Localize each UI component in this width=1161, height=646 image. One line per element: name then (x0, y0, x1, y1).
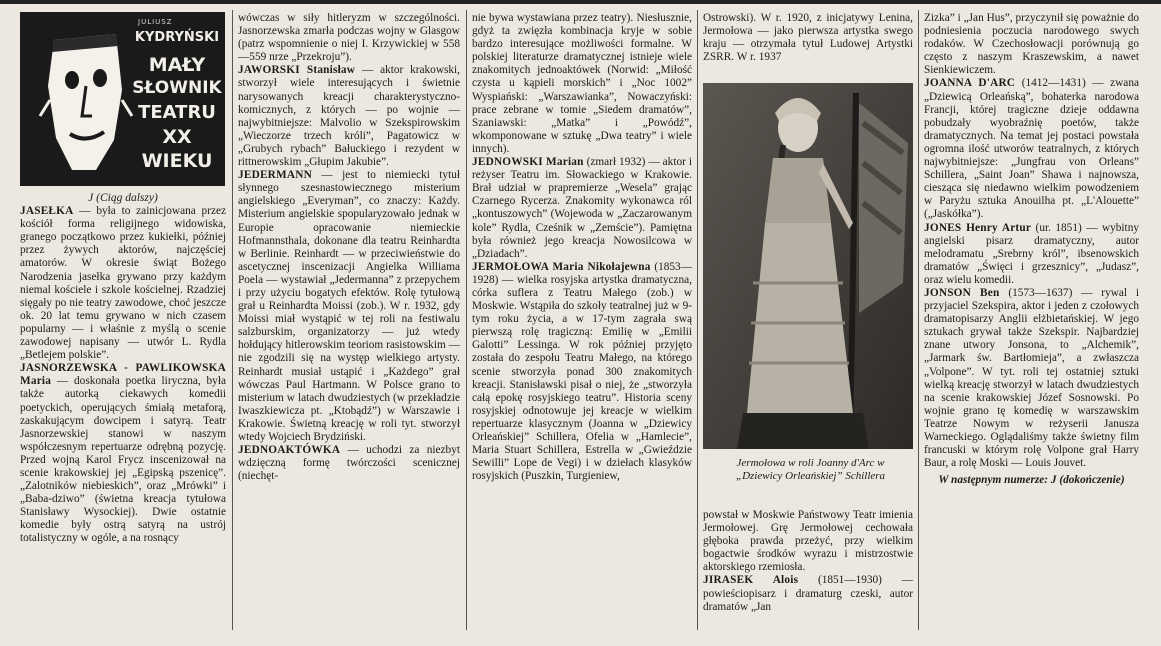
entry (238, 64, 460, 169)
entry-text: (1573—1637) — rywal i przyjaciel Szekspira, aktor i jeden z czołowych dramatopisarzy Anglii elżbietańskiej. W jego sztukach grywał także Szekspir. Najbardziej znane utwory Jonsona, to „Alchemik”, „Jarmark św. Bartłomieja”, a zwłaszcza „Volpone”. W tyt. roli tej ostatniej sztuki wielką kreację stworzył w latach dwudziestych na scenie krakowskiej Józef Sosnowski. Po wojnie grano tę komedię w warszawskim Teatrze Nowym w reżyserii Janusza Warneckiego. Oglądaliśmy także świetny film francuski w którym rolę Volpone grał Harry Baur, a rolę Moski — Louis Jouvet. (924, 286, 1139, 470)
photo-caption: Jermołowa w roli Joanny d'Arc w „Dziewicy Orleańskiej” Schillera (735, 457, 886, 482)
entry (238, 444, 460, 483)
logo-title-line: MAŁY (148, 54, 206, 76)
entry-text: — doskonała poetka liryczna, była także autorką ciekawych komedii poetyckich, operujących śmiałą metaforą, zaskakującym dowcipem i satyrą. Teatr Jasnorzewskiej stanowi w naszym współczesnym repertuarze odrębną pozycję. Przed wojną Karol Frycz inscenizował na scenie krakowskiej jej „Egipską pszenicę”. „Zalotników niebieskich”, oraz „Mrówki” i „Baba-dziwo” (świetna kreacja tytułowa Stanisławy Wysockiej). Dwie ostatnie komedie były ostrą satyrą na ustrój totalistyczny w ogóle, a na rosnący (20, 375, 226, 545)
logo-author: JULIUSZ (138, 18, 173, 26)
entry-headword: JEDNOWSKI Marian (472, 156, 584, 169)
text-column-2 (238, 12, 460, 632)
entry-headword: JERMOŁOWA Maria Nikołajewna (472, 260, 651, 273)
entry-text: — uchodzi za niezbyt wdzięczną formę twórczości scenicznej (niechęt- (238, 444, 460, 483)
jermolowa-portrait-image (703, 83, 913, 449)
entry-text: (zmarł 1932) — aktor i reżyser Teatru im. Słowackiego w Krakowie. Brał udział w prapremierze „Wesela” grając Czarnego Rycerza. Znakomity wykonawca ról „kontuszowych” (Wojewoda w „Zaczarowanym kole” Rydla, Cześnik w „Zemście”). Pamiętna była również jego kreacja Nowosilcowa w „Dziadach”. (472, 156, 692, 260)
entry (924, 77, 1139, 221)
entry-continuation: nie bywa wystawiana przez teatry). Niesłusznie, gdyż ta zwięzła kombinacja kryje w sobie bardzo interesujące możliwości formalne. W polskiej literaturze dramatycznej istnieje wiele znakomitych jednoaktówek (Norwid: „Miłość czysta u kąpieli morskich” i „Noc 1002” Wyspiański: „Warszawianka”, Nowaczyński: prace zebrane w tomie „Siedem dramatów”, Szaniawski: „Matka” i „Powódź”, wkomponowane w sztukę „Dwa teatry” i wiele innych). (472, 12, 692, 155)
continuation-heading: J (Ciąg dalszy) (88, 192, 158, 204)
entry-headword: JOANNA D'ARC (924, 77, 1016, 90)
entry-headword: JAWORSKI Stanisław (238, 64, 356, 77)
column-divider (697, 10, 698, 630)
entry-text: (1853—1928) — wielka rosyjska artystka dramatyczna, córka suflera z Teatru Małego (zob.) w Moskwie. Wstąpiła do szkoły teatralnej już w 9-tym roku życia, a w 17-tym zagrała swą pierwszą rolę tragiczną: Emilię w „Emilii Galotti” Lessinga. W rok później przyjęto została do zespołu Teatru Małego, na którego scenie stworzyła ponad 300 znakomitych kreacji. Stanisławski pisał o niej, że „stworzyła całą epokę rosyjskiego teatru”. Historia sceny rosyjskiej odnotowuje jej kreacje w wielkim repertuarze klasycznym (Joanna w „Dziewicy Orleańskiej” Schillera, Ofelia w „Hamlecie”, Maria Stuart Schillera, Estrella w „Gwieździe Sewilli” Lope de Vegi) i w dziełach klasyków rosyjskich (Puszkin, Turgieniew, (472, 260, 692, 483)
entry-headword: JONES Henry Artur (924, 221, 1032, 234)
entry-headword: JEDERMANN (238, 169, 312, 182)
entry (924, 222, 1139, 287)
logo-author-surname: KYDRYŃSKI (134, 30, 220, 45)
entry-continuation: powstał w Moskwie Państwowy Teatr imienia Jermołowej. Grę Jermołowej cechowała głęboka prawda przeżyć, przy wielkim bogactwie środków wyrazu i mistrzostwie aktorskiego rzemiosła. (703, 509, 913, 574)
entry-headword: JASEŁKA (20, 205, 74, 218)
entry-headword: JEDNOAKTÓWKA (238, 444, 341, 457)
column-divider (232, 10, 233, 630)
entry-continuation: wówczas w siły hitleryzm w szczególności. Jasnorzewska zmarła podczas wojny w Glasgow (patrz wspomnienie o niej I. Krzywickiej w 558—559 nrze „Przekroju”). (238, 12, 460, 64)
next-issue-note: W następnym numerze: J (dokończenie) (938, 474, 1125, 487)
entry-headword: JONSON Ben (924, 286, 1000, 299)
actress-photo (703, 83, 913, 449)
entry-text: (ur. 1851) — wybitny angielski pisarz dramatyczny, autor melodramatu „Srebrny król”, ibsenowskich dramatów „Święci i grzesznicy”, „Judasz”, oraz wielu komedii. (924, 221, 1139, 286)
entry (20, 362, 226, 545)
entry-headword: JIRASEK Alois (703, 574, 799, 587)
entry (703, 574, 913, 613)
entry-continuation: Zizka” i „Jan Hus”, przyczynił się poważnie do podniesienia poczucia narodowego swych rodaków. W Czechosłowacji porównują go często z naszym Kraszewskim, a nawet Sienkiewiczem. (924, 12, 1139, 77)
logo-title-line: TEATRU (138, 102, 216, 123)
entry (472, 261, 692, 484)
entry-text: — była to zainicjowana przez kościół forma religijnego widowiska, granego początkowo przez kukiełki, później przez żywych aktorów, najczęściej amatorów. W okresie świąt Bożego Narodzenia jasełka grywano przy każdym niemal kościele i szkole kościelnej. Rzadziej sięgały po nie teatry zawodowe, choć jeszcze ok. 20 lat temu grywano w nich czasem popularny — i właśnie z myślą o scenie zawodowej napisany — utwór L. Rydla „Betlejem polskie”. (20, 205, 226, 362)
text-column-4-bottom (703, 509, 913, 633)
text-column-5 (924, 12, 1139, 632)
text-column-1 (20, 192, 226, 632)
text-column-3 (472, 12, 692, 632)
entry (472, 156, 692, 261)
text-column-4-top (703, 12, 913, 82)
entry (238, 169, 460, 444)
logo-title-line: WIEKU (141, 150, 213, 172)
entry-text: (1851—1930) — powieściopisarz i dramaturg czeski, autor dramatów „Jan (703, 574, 913, 613)
entry-text: — jest to niemiecki tytuł słynnego szesnastowiecznego misterium angielskiego „Everyman”, co znaczy: Każdy. Misterium angielskie spopularyzowało jednak w Europie opracowanie niemieckie Hofmannsthala, dokonane dla teatru Reinhardta w Berlinie. Reinhardt — w przeciwieństwie do ascetycznej inscenizacji Angielka Williama Poela — wystawiał „Jedermanna” z przepychem i przy użyciu bogatych efektów. Rolę tytułową grał u Reinhardta Moissi (zob.). W r. 1932, gdy Moissi miał wystąpić w tej roli na festiwalu salzburskim, organizatorzy — już wtedy hołdujący hitlerowskim teoriom rasistowskim — nie zgodzili się na występ wielkiego artysty. Reinhardt musiał ustąpić i „Każdego” grał wówczas Paul Hartmann. W Polsce grano to misterium w latach dwudziestych (w przekładzie Iwaszkiewicza pt. „Ktobądź”) w Warszawie i Krakowie. Świetną kreację w roli tyt. stworzył wtedy Wojciech Brydziński. (238, 169, 460, 443)
entry (924, 287, 1139, 470)
column-divider (466, 10, 467, 630)
logo-title-line: SŁOWNIK (132, 78, 222, 98)
top-rule (0, 0, 1161, 4)
logo-title-line: XX (162, 126, 192, 148)
caricature-face-icon (36, 20, 136, 180)
column-divider (918, 10, 919, 630)
entry-headword: JASNORZEWSKA - PAWLIKOWSKA Maria (20, 362, 226, 388)
dictionary-logo (20, 12, 225, 186)
entry-continuation: Ostrowski). W r. 1920, z inicjatywy Lenina, Jermołowa — jako pierwsza artystka swego kraju — otrzymała tytuł Ludowej Artystki ZSRR. W r. 1937 (703, 12, 913, 64)
entry-text: (1412—1431) — zwana „Dziewicą Orleańską”, bohaterka narodowa Francji, której tragiczne dzieje oddawna pobudzały wyobraźnię poetów, także dramatycznych. Na temat jej postaci powstała ogromna ilość utworów teatralnych, z których najwybitniejsze: „Jungfrau von Orleans” Schillera, „Saint Joan” Shawa i najnowsza, ciesząca się niedawno wielkim powodzeniem w Paryżu sztuka Anouilha pt. „L'Alouette” („Jaskółka”). (924, 77, 1139, 221)
entry (20, 205, 226, 362)
entry-text: — aktor krakowski, stworzył wiele interesujących i świetnie narysowanych kreacji charakterystyczno-komicznych, z których — po wojnie — najwybitniejsze: Malvolio w Szekspirowskim „Wieczorze trzech króli”, Pagatowicz w „Grubych rybach” Bałuckiego i rezydent w rittnerowskim „Głupim Jakubie”. (238, 64, 460, 169)
